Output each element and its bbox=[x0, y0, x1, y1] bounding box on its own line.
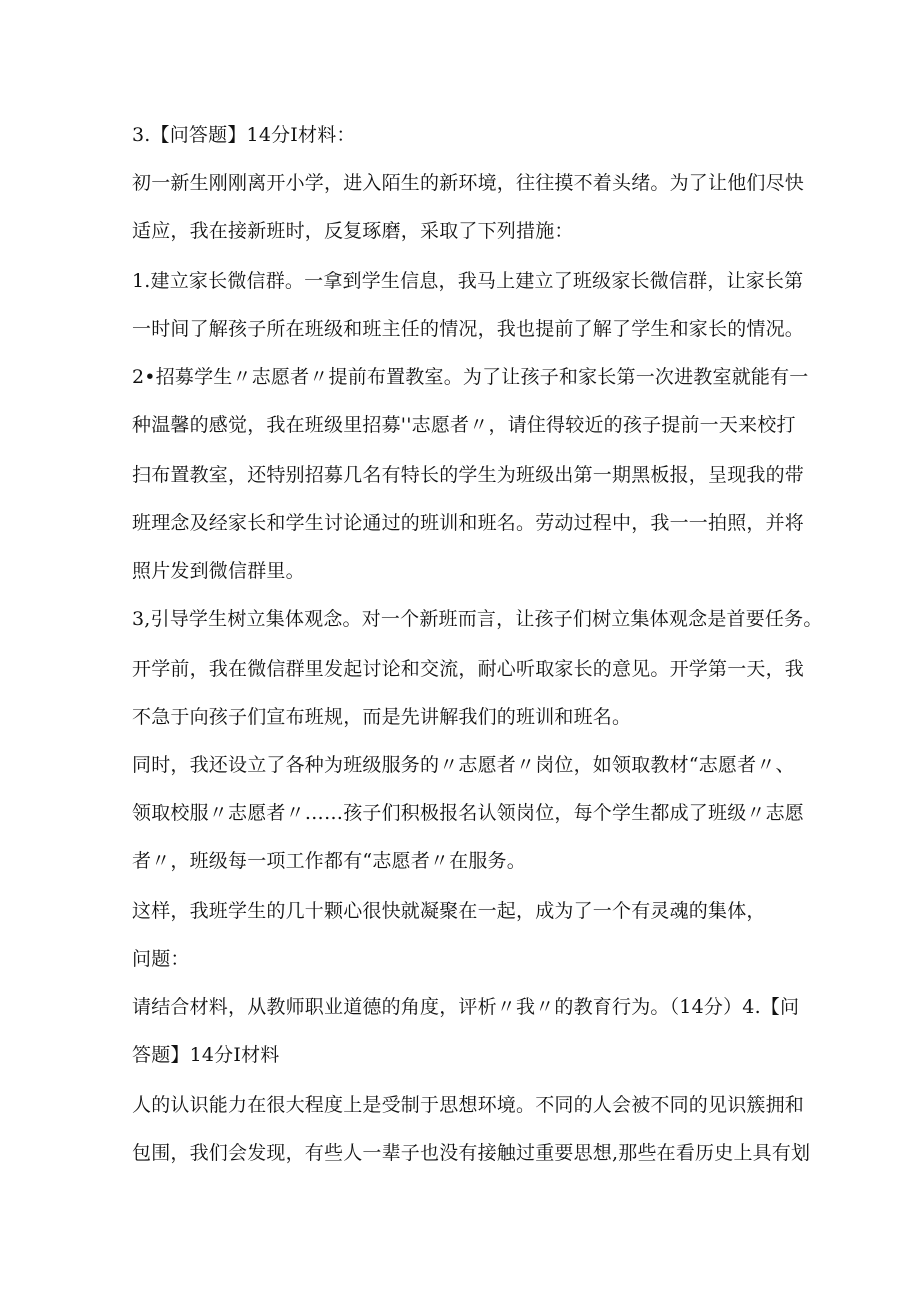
paragraph-line: 开学前，我在微信群里发起讨论和交流，耐心听取家长的意见。开学第一天，我 bbox=[132, 658, 805, 680]
paragraph-line: 3,引导学生树立集体观念。对一个新班而言，让孩子们树立集体观念是首要任务。 bbox=[132, 608, 823, 630]
question-3-header: 3.【问答题】14分I材料： bbox=[132, 124, 356, 146]
question-label: 问题： bbox=[132, 948, 190, 970]
paragraph-line: 班理念及经家长和学生讨论通过的班训和班名。劳动过程中，我一一拍照，并将 bbox=[132, 512, 805, 534]
paragraph-line: 初一新生刚刚离开小学，进入陌生的新环境，往往摸不着头绪。为了让他们尽快 bbox=[132, 172, 805, 194]
paragraph-line: 这样，我班学生的几十颗心很快就凝聚在一起，成为了一个有灵魂的集体， bbox=[132, 900, 766, 922]
paragraph-line: 不急于向孩子们宣布班规，而是先讲解我们的班训和班名。 bbox=[132, 706, 632, 728]
paragraph-line: 种温馨的感觉，我在班级里招募''志愿者〃，请住得较近的孩子提前一天来校打 bbox=[132, 414, 796, 436]
paragraph-line: 领取校服〃志愿者〃……孩子们积极报名认领岗位，每个学生都成了班级〃志愿 bbox=[132, 802, 805, 824]
paragraph-line: 2•招募学生〃志愿者〃提前布置教室。为了让孩子和家长第一次进教室就能有一 bbox=[132, 366, 809, 388]
question-4-header: 答题】14分I材料 bbox=[132, 1044, 280, 1066]
paragraph-line: 包围，我们会发现，有些人一辈子也没有接触过重要思想,那些在看历史上具有划 bbox=[132, 1142, 811, 1164]
paragraph-line: 照片发到微信群里。 bbox=[132, 560, 305, 582]
paragraph-line: 一时间了解孩子所在班级和班主任的情况，我也提前了解了学生和家长的情况。 bbox=[132, 318, 805, 340]
paragraph-line: 扫布置教室，还特别招募几名有特长的学生为班级出第一期黑板报，呈现我的带 bbox=[132, 464, 805, 486]
paragraph-line: 适应，我在接新班时，反复琢磨，采取了下列措施： bbox=[132, 220, 574, 242]
paragraph-line: 同时，我还设立了各种为班级服务的〃志愿者〃岗位，如领取教材“志愿者〃、 bbox=[132, 754, 795, 776]
paragraph-line: 人的认识能力在很大程度上是受制于思想环境。不同的人会被不同的见识簇拥和 bbox=[132, 1094, 805, 1116]
paragraph-line: 1.建立家长微信群。一拿到学生信息，我马上建立了班级家长微信群，让家长第 bbox=[132, 270, 804, 292]
paragraph-line: 者〃，班级每一项工作都有“志愿者〃在服务。 bbox=[132, 850, 526, 872]
paragraph-line: 请结合材料，从教师职业道德的角度，评析〃我〃的教育行为。（14分）4.【问 bbox=[132, 996, 800, 1018]
